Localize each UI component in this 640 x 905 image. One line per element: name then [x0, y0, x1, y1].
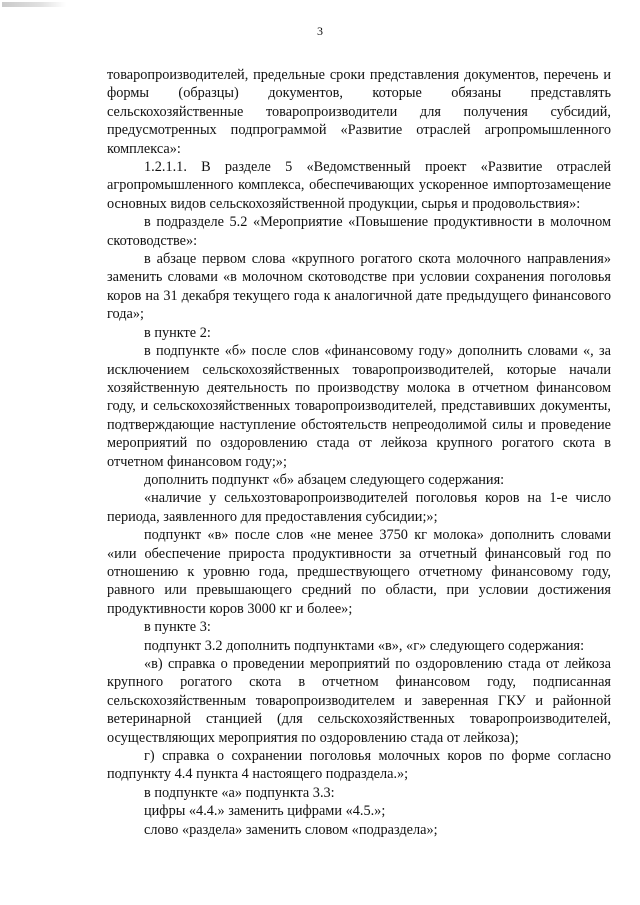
paragraph-6: в подпункте «б» после слов «финансовому году» дополнить словами «, за исключением сельскохозяйственных товаропроизводителей, которые начали хозяйственную деятельность по производству молока в отчетном финансовом году, и сельскохозяйственных товаропроизводителей, представивших документы, подтверждающие наступление обстоятельств непреодолимой силы и проведение мероприятий по оздоровлению стада от лейкоза крупного рогатого скота в отчетном финансовом году;»; — [107, 343, 611, 470]
page-number: 3 — [317, 24, 323, 38]
paragraph-10: в пункте 3: — [144, 619, 211, 636]
scan-artifact — [2, 2, 66, 7]
paragraph-2: 1.2.1.1. В разделе 5 «Ведомственный проект «Развитие отраслей агропромышленного комплекса, обеспечивающих ускоренное импортозамещение основных видов сельскохозяйственной продукции, сырья и продовольствия»: — [107, 159, 611, 212]
paragraph-9: подпункт «в» после слов «не менее 3750 кг молока» дополнить словами «или обеспечение прироста продуктивности за отчетный финансовый год по отношению к уровню года, предшествующего отчетному финансовому году, равного или превышающего средний по области, при условии достижения продуктивности коров 3000 кг и более»; — [107, 527, 611, 617]
document-body — [107, 66, 611, 839]
paragraph-13: г) справка о сохранении поголовья молочных коров по форме согласно подпункту 4.4 пункта 4 настоящего подраздела.»; — [107, 748, 611, 783]
paragraph-8: «наличие у сельхозтоваропроизводителей поголовья коров на 1-е число периода, заявленного для предоставления субсидии;»; — [107, 490, 611, 525]
paragraph-7: дополнить подпункт «б» абзацем следующего содержания: — [144, 471, 505, 488]
paragraph-15: цифры «4.4.» заменить цифрами «4.5.»; — [144, 803, 386, 820]
paragraph-4: в абзаце первом слова «крупного рогатого скота молочного направления» заменить словами «в молочном скотоводстве при условии сохранения поголовья коров на 31 декабря текущего года к аналогичной дате предыдущего финансового года»; — [107, 251, 611, 323]
paragraph-16: слово «раздела» заменить словом «подраздела»; — [144, 821, 438, 838]
paragraph-5: в пункте 2: — [144, 324, 211, 341]
paragraph-3: в подразделе 5.2 «Мероприятие «Повышение продуктивности в молочном скотоводстве»: — [107, 214, 611, 249]
paragraph-14: в подпункте «а» подпункта 3.3: — [144, 784, 335, 801]
paragraph-11: подпункт 3.2 дополнить подпунктами «в», «г» следующего содержания: — [144, 637, 585, 654]
paragraph-12: «в) справка о проведении мероприятий по оздоровлению стада от лейкоза крупного рогатого скота в отчетном финансовом году, подписанная сельскохозяйственным товаропроизводителем и заверенная ГКУ и районной ветеринарной станцией (для сельскохозяйственных товаропроизводителей, осуществляющих мероприятия по оздоровлению стада от лейкоза); — [107, 656, 611, 746]
paragraph-1: товаропроизводителей, предельные сроки представления документов, перечень и формы (образцы) документов, которые обязаны представлять сельскохозяйственные товаропроизводители для получения субсидий, предусмотренных подпрограммой «Развитие отраслей агропромышленного комплекса»: — [107, 67, 611, 157]
